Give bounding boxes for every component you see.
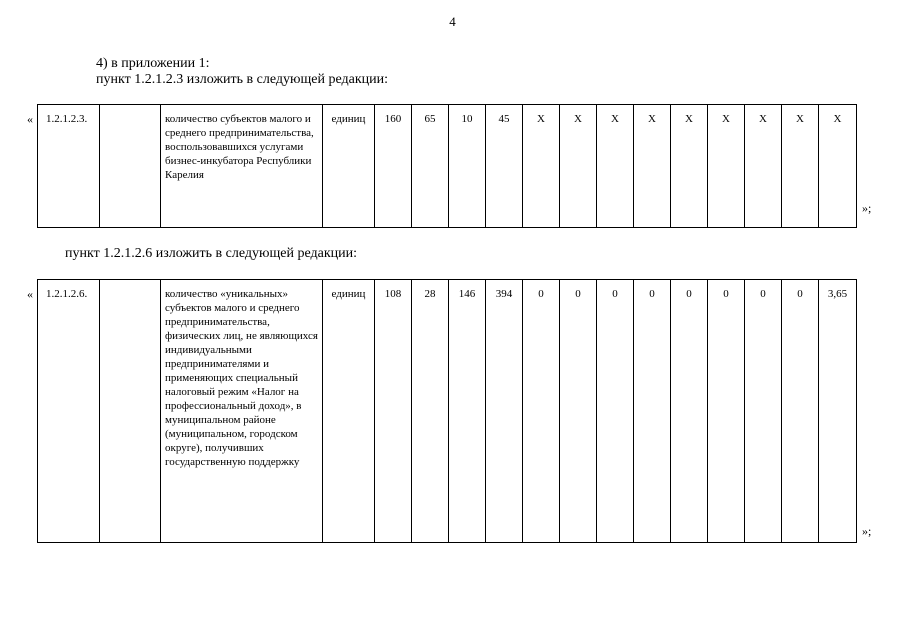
row-value: 0 bbox=[745, 280, 782, 543]
row-value: X bbox=[671, 105, 708, 228]
row-value: 160 bbox=[375, 105, 412, 228]
row-unit: единиц bbox=[323, 280, 375, 543]
row-code: 1.2.1.2.6. bbox=[38, 280, 100, 543]
paragraph-2: пункт 1.2.1.2.6 изложить в следующей редакции: bbox=[65, 246, 357, 261]
page-number: 4 bbox=[449, 14, 456, 29]
row-unit: единиц bbox=[323, 105, 375, 228]
row-value: 0 bbox=[597, 280, 634, 543]
table-row-1-2-1-2-6 bbox=[37, 279, 857, 543]
row-value: 0 bbox=[634, 280, 671, 543]
row-description: количество субъектов малого и среднего предпринимательства, воспользовавшихся услугами бизнес-инкубатора Республики Карелия bbox=[161, 105, 323, 228]
row-value: X bbox=[597, 105, 634, 228]
row-value: 3,65 bbox=[819, 280, 857, 543]
intro-line-1: 4) в приложении 1: bbox=[96, 56, 210, 71]
row-value: X bbox=[634, 105, 671, 228]
row-value: 0 bbox=[708, 280, 745, 543]
row-value: 0 bbox=[560, 280, 597, 543]
row-empty-cell bbox=[100, 105, 161, 228]
intro-line-2: пункт 1.2.1.2.3 изложить в следующей редакции: bbox=[96, 72, 388, 87]
row-value: 0 bbox=[671, 280, 708, 543]
row-value: 108 bbox=[375, 280, 412, 543]
row-value: 28 bbox=[412, 280, 449, 543]
close-quote-2: »; bbox=[862, 524, 872, 538]
open-quote-2: « bbox=[27, 287, 33, 301]
row-code: 1.2.1.2.3. bbox=[38, 105, 100, 228]
intro-text bbox=[96, 56, 388, 88]
row-value: X bbox=[708, 105, 745, 228]
row-value: 65 bbox=[412, 105, 449, 228]
row-value: 0 bbox=[523, 280, 560, 543]
close-quote-1: »; bbox=[862, 201, 872, 215]
row-value: 0 bbox=[782, 280, 819, 543]
row-value: 10 bbox=[449, 105, 486, 228]
row-value: X bbox=[523, 105, 560, 228]
row-empty-cell bbox=[100, 280, 161, 543]
table-row bbox=[38, 105, 857, 228]
row-value: X bbox=[560, 105, 597, 228]
row-value: 146 bbox=[449, 280, 486, 543]
row-value: X bbox=[819, 105, 857, 228]
open-quote-1: « bbox=[27, 112, 33, 126]
row-value: X bbox=[745, 105, 782, 228]
table-row bbox=[38, 280, 857, 543]
row-value: 394 bbox=[486, 280, 523, 543]
row-description: количество «уникальных» субъектов малого и среднего предпринимательства, физических лиц, не являющихся индивидуальными предпринимателями и применяющих специальный налоговый режим «Налог на профессиональный доход», в муниципальном районе (муниципальном, городском округе), получивших государственную поддержку bbox=[161, 280, 323, 543]
table-row-1-2-1-2-3 bbox=[37, 104, 857, 228]
row-value: 45 bbox=[486, 105, 523, 228]
row-value: X bbox=[782, 105, 819, 228]
